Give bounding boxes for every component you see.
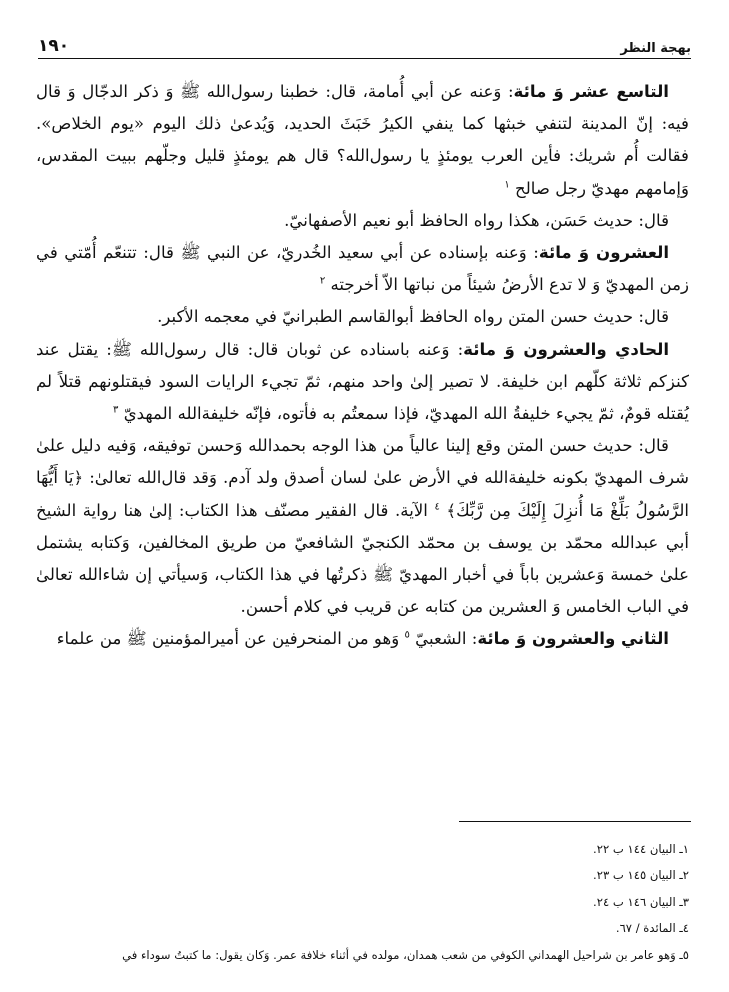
footnote-3: ٣ـ البيان ١٤٦ ب ٢٤. <box>593 894 689 909</box>
page-header <box>38 30 691 59</box>
hadith-120-text: : وَعنه بإسناده عن أبي سعيد الخُدريّ، عن النبي ﷺ قال: تتنعّم أُمّتي في زمن المهديّ وَ لا تدع الأرضُ شيئاً من نباتها الاّ أخرجته <box>36 243 689 295</box>
body-text <box>36 76 689 656</box>
hadith-119-note: قال: حديث حَسَن، هكذا رواه الحافظ أبو نعيم الأصفهانيّ. <box>284 210 669 230</box>
hadith-122 <box>36 623 689 655</box>
footnote-1: ١ـ البيان ١٤٤ ب ٢٢. <box>593 842 689 856</box>
hadith-120-label: العشرون وَ مائة <box>538 243 670 263</box>
hadith-121 <box>36 334 689 431</box>
footnotes <box>38 836 689 968</box>
hadith-121-label: الحادي والعشرون وَ مائة <box>463 339 670 359</box>
footnote-4: ٤ـ المائدة / ٦٧. <box>615 921 689 936</box>
footnote-separator <box>459 821 691 822</box>
hadith-122-text-a: : الشعبيّ <box>415 629 478 649</box>
footnote-2: ٢ـ البيان ١٤٥ ب ٢٣. <box>593 868 689 883</box>
running-title: بهجة النظر <box>620 41 691 56</box>
hadith-121-note-b: الآية. قال الفقير مصنّف هذا الكتاب: إلىٰ هنا رواية الشيخ أبي عبدالله محمّد بن يوسف بن محمّد الكنجيّ الشافعيّ من طريق المخالفين، وَكتابه يشتمل علىٰ خمسة وَعشرين باباً في أخبار المهديّ ﷺ ذكرتُها في هذا الكتاب، وَسيأتي إن شاءالله تعالىٰ في الباب الخامس وَ العشرين من كتابه عن قريب في كلام أحسن. <box>36 500 689 617</box>
hadith-121-note-a: قال: حديث حسن المتن وقع إلينا عالياً من هذا الوجه بحمدالله وَحسن توفيقه، وَفيه دليل علىٰ شرف المهديّ بكونه خليفةالله في الأرض علىٰ لسان أصدق ولد آدم. وَقد قال‌الله تعالىٰ: <box>36 436 690 488</box>
hadith-121-note <box>36 430 689 623</box>
hadith-122-label: الثاني والعشرون وَ مائة <box>477 629 669 649</box>
footnote-ref-2: ٢ <box>319 275 326 287</box>
hadith-121-text: : وَعنه باسناده عن ثوبان قال: قال رسول‌الله ﷺ: يقتل عند كنزكم ثلاثة كلّهم ابن خليفة. لا تصير إلىٰ واحد منهم، ثمّ تجيء الرايات السود فيقتلونهم قتلاً لم يُقتله قومٌ، ثمّ يجيء خليفةُ الله المهديّ، فإذا سمعتُم به فأتوه، فإنّه خليفةالله المهديّ <box>36 339 689 424</box>
hadith-119-label: التاسع عشر وَ مائة <box>513 82 669 101</box>
hadith-119-text: : وَعنه عن أبي أُمامة، قال: خطبنا رسول‌الله ﷺ وَ ذكر الدجّال وَ قال فيه: إنّ المدينة لتنفي خبثها كما ينفي الكيرُ خَبَثَ الحديد، وَيُدعىٰ ذلك اليوم «يوم الخلاص». فقالت أُم شريك: فأين العرب يومئذٍ يا رسول‌الله؟ قال هم يومئذٍ قليل وجلّهم ببيت المقدس، وَإمامهم مهديّ رجل صالح <box>36 82 689 198</box>
footnote-ref-4: ٤ <box>434 501 440 513</box>
hadith-120 <box>36 237 689 301</box>
page-number: ١٩٠ <box>38 36 70 56</box>
footnote-ref-3: ٣ <box>113 404 119 416</box>
hadith-122-text-b: وَهو من المنحرفين عن أميرالمؤمنين ﷺ من علماء <box>56 629 405 649</box>
footnote-ref-5: ٥ <box>404 629 410 641</box>
footnote-5: ٥ـ وَهو عامر بن شراحيل الهمداني الكوفي من شعب همدان، مولده في أثناء خلافة عمر. وَكان يقول: ما كتبتُ سوداء في <box>122 947 689 962</box>
footnote-ref-1: ١ <box>504 179 510 191</box>
hadith-119 <box>36 76 689 205</box>
hadith-120-note: قال: حديث حسن المتن رواه الحافظ أبوالقاسم الطبرانيّ في معجمه الأكبر. <box>157 307 669 327</box>
quran-verse: ﴿يَا أَيُّهَا الرَّسُولُ بَلِّغْ مَا أُنزِلَ إِلَيْكَ مِن رَّبِّكَ﴾ <box>36 468 690 520</box>
